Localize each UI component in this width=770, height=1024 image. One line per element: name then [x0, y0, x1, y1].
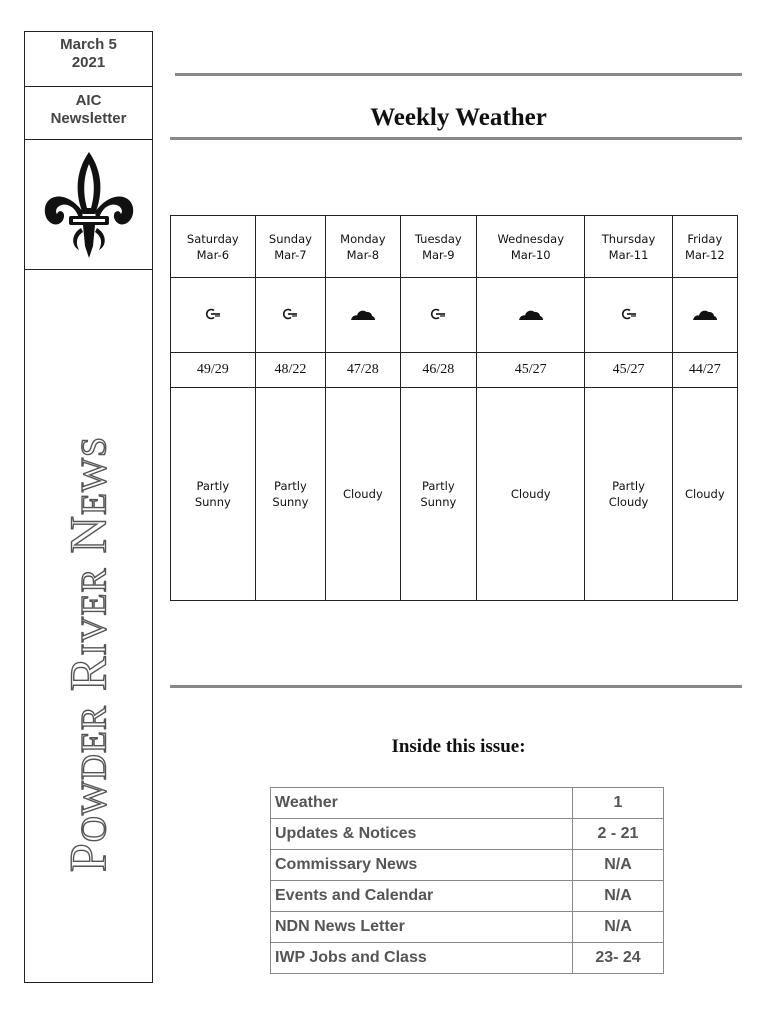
- title-rule: [170, 137, 742, 140]
- weather-icon-cell: [326, 278, 400, 353]
- desc-line: Partly: [196, 479, 230, 493]
- cloud-icon: [350, 309, 376, 321]
- temp-high-low: 48/22: [255, 353, 326, 388]
- desc-line: Cloudy: [510, 487, 551, 501]
- weather-desc-row: [171, 388, 738, 601]
- weather-description: [672, 388, 737, 601]
- contents-row: [271, 943, 664, 974]
- weather-description: [400, 388, 477, 601]
- day-name: Saturday: [186, 231, 239, 246]
- weather-temps-row: [171, 353, 738, 388]
- weekly-weather-title: Weekly Weather: [370, 104, 547, 131]
- weather-day-cell: [585, 216, 672, 278]
- newsletter-label-line1: AIC: [75, 92, 102, 109]
- day-date: Mar-12: [684, 247, 725, 262]
- weather-icon-cell: [585, 278, 672, 353]
- contents-title: NDN News Letter: [271, 912, 573, 943]
- weather-description: [585, 388, 672, 601]
- temp-high-low: 47/28: [326, 353, 400, 388]
- partly-sunny-icon: [204, 307, 222, 321]
- newsletter-label-line2: Newsletter: [50, 110, 127, 127]
- weather-description: [171, 388, 256, 601]
- cloud-icon: [518, 309, 544, 321]
- weather-icon-cell: [477, 278, 585, 353]
- weather-icon-cell: [672, 278, 737, 353]
- contents-title: Commissary News: [271, 850, 573, 881]
- weather-day-cell: [171, 216, 256, 278]
- partly-sunny-icon: [429, 307, 447, 321]
- temp-high-low: 45/27: [585, 353, 672, 388]
- weather-day-cell: [477, 216, 585, 278]
- day-date: Mar-10: [510, 247, 551, 262]
- contents-title: IWP Jobs and Class: [271, 943, 573, 974]
- contents-title: Weather: [271, 788, 573, 819]
- temp-high-low: 44/27: [672, 353, 737, 388]
- day-name: Monday: [340, 231, 386, 246]
- desc-line: Partly: [612, 479, 645, 493]
- contents-row: [271, 819, 664, 850]
- contents-pages: N/A: [573, 881, 664, 912]
- desc-line: Cloudy: [685, 487, 725, 501]
- weather-days-row: [171, 216, 738, 278]
- temp-high-low: 46/28: [400, 353, 477, 388]
- contents-title: Updates & Notices: [271, 819, 573, 850]
- issue-date-line1: March 5: [60, 36, 117, 53]
- weather-icons-row: [171, 278, 738, 353]
- logo: [25, 140, 152, 270]
- desc-line: Cloudy: [343, 487, 383, 501]
- weather-day-cell: [400, 216, 477, 278]
- desc-line: Cloudy: [608, 495, 649, 509]
- weather-description: [477, 388, 585, 601]
- desc-line: Partly: [421, 479, 455, 493]
- temp-high-low: 49/29: [171, 353, 256, 388]
- contents-table: [270, 787, 664, 974]
- weather-icon-cell: [400, 278, 477, 353]
- inside-issue-title: Inside this issue:: [391, 736, 526, 757]
- weather-table: [170, 215, 738, 601]
- vertical-masthead: [25, 304, 152, 982]
- section-rule: [170, 685, 742, 688]
- weather-day-cell: [326, 216, 400, 278]
- contents-row: [271, 850, 664, 881]
- desc-line: Sunny: [420, 495, 457, 509]
- newsletter-label: [25, 87, 152, 140]
- contents-row: [271, 788, 664, 819]
- day-name: Wednesday: [497, 231, 565, 246]
- day-date: Mar-8: [346, 247, 380, 262]
- day-name: Tuesday: [414, 231, 462, 246]
- contents-row: [271, 881, 664, 912]
- day-date: Mar-9: [422, 247, 455, 262]
- contents-pages: N/A: [573, 850, 664, 881]
- weather-description: [326, 388, 400, 601]
- desc-line: Partly: [274, 479, 307, 493]
- desc-line: Sunny: [194, 495, 231, 509]
- day-name: Thursday: [601, 231, 656, 246]
- contents-pages: N/A: [573, 912, 664, 943]
- cloud-icon: [692, 309, 718, 321]
- fleur-de-lis-icon: [41, 150, 137, 260]
- weather-description: [255, 388, 326, 601]
- issue-date: [25, 32, 152, 87]
- day-name: Friday: [687, 231, 723, 246]
- top-rule: [175, 73, 742, 76]
- contents-row: [271, 912, 664, 943]
- weather-day-cell: [672, 216, 737, 278]
- temp-high-low: 45/27: [477, 353, 585, 388]
- contents-pages: 23- 24: [573, 943, 664, 974]
- day-date: Mar-7: [274, 247, 307, 262]
- day-date: Mar-6: [196, 247, 230, 262]
- day-name: Sunday: [268, 231, 312, 246]
- weather-day-cell: [255, 216, 326, 278]
- partly-sunny-icon: [620, 307, 638, 321]
- masthead-title: Powder River News: [60, 435, 118, 873]
- contents-pages: 1: [573, 788, 664, 819]
- sidebar: [24, 31, 153, 983]
- day-date: Mar-11: [608, 247, 649, 262]
- desc-line: Sunny: [272, 495, 309, 509]
- contents-title: Events and Calendar: [271, 881, 573, 912]
- weather-icon-cell: [255, 278, 326, 353]
- partly-sunny-icon: [281, 307, 299, 321]
- weather-icon-cell: [171, 278, 256, 353]
- issue-date-line2: 2021: [71, 54, 106, 71]
- contents-pages: 2 - 21: [573, 819, 664, 850]
